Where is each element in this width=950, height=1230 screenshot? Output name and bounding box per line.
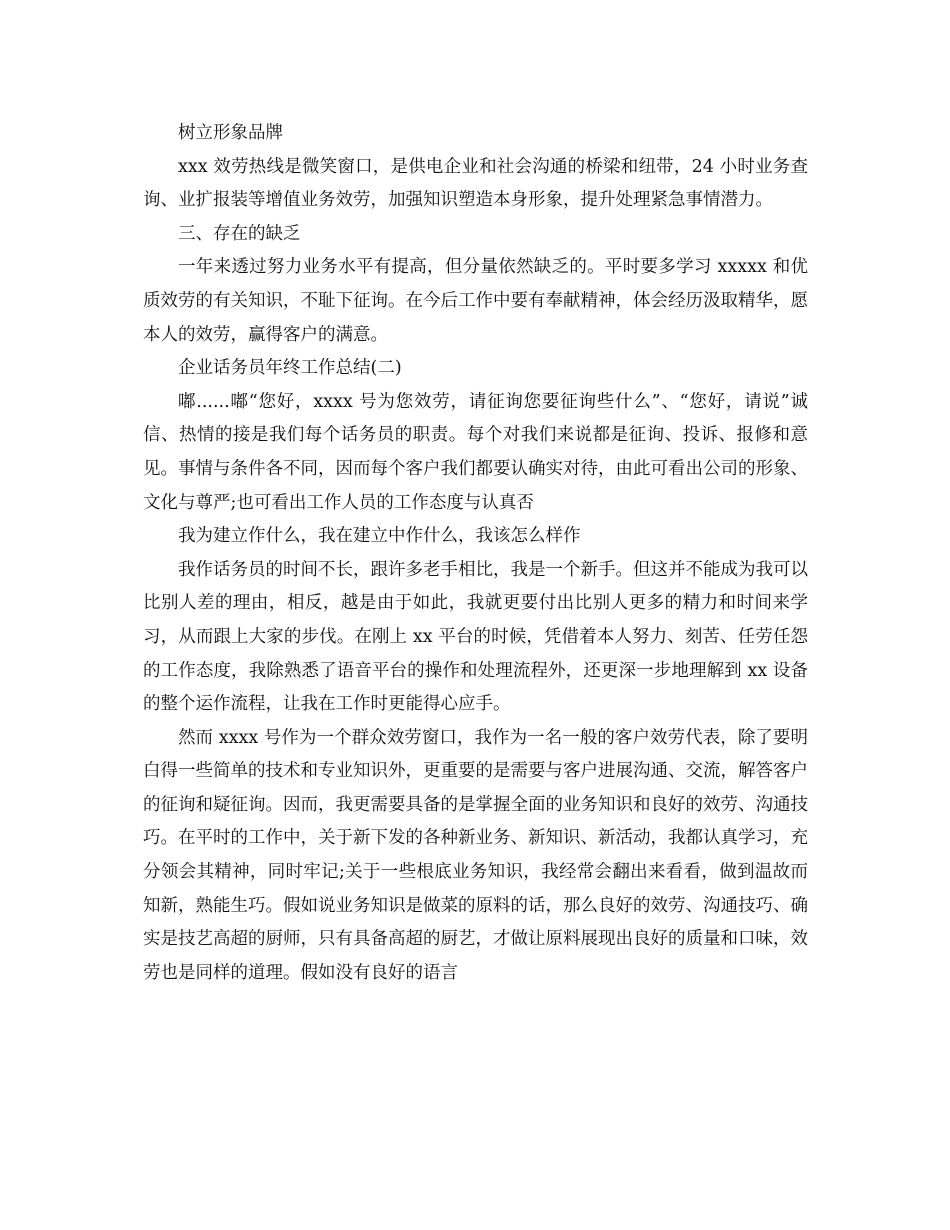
document-body (143, 117, 808, 990)
paragraph-question: 我为建立作什么，我在建立中作什么，我该怎么样作 (178, 526, 581, 547)
paragraph-greeting: 嘟......嘟“您好，xxxx 号为您效劳，请征询您要征询些什么”、“您好，请说”诚信、热情的接是我们每个话务员的职责。每个对我们来说都是征询、投诉、报修和意见。事情与条件各不同，因而每个客户我们都要认确实对待，由此可看出公司的形象、文化与尊严;也可看出工作人员的工作态度与认真否 (143, 391, 808, 513)
paragraph-shortcomings: 一年来透过努力业务水平有提高，但分量依然缺乏的。平时要多学习 xxxxx 和优质效劳的有关知识，不耻下征询。在今后工作中要有奉献精神，体会经历汲取精华，愿本人的效劳，赢得客户的满意。 (143, 257, 808, 345)
paragraph-hotline: xxx 效劳热线是微笑窗口，是供电企业和社会沟通的桥梁和纽带，24 小时业务查询、业扩报装等增值业务效劳，加强知识塑造本身形象，提升处理紧急事情潜力。 (143, 156, 808, 211)
section-heading-brand-image: 树立形象品牌 (178, 123, 283, 143)
paragraph-service-window: 然而 xxxx 号作为一个群众效劳窗口，我作为一名一般的客户效劳代表，除了要明白得一些简单的技术和专业知识外，更重要的是需要与客户进展沟通、交流，解答客户的征询和疑征询。因而，我更需要具备的是掌握全面的业务知识和良好的效劳、沟通技巧。在平时的工作中，关于新下发的各种新业务、新知识、新活动，我都认真学习，充分领会其精神，同时牢记;关于一些根底业务知识，我经常会翻出来看看，做到温故而知新，熟能生巧。假如说业务知识是做菜的原料的话，那么良好的效劳、沟通技巧、确实是技艺高超的厨师，只有具备高超的厨艺，才做让原料展现出良好的质量和口味，效劳也是同样的道理。假如没有良好的语言 (143, 727, 808, 983)
section-heading-shortcomings: 三、存在的缺乏 (178, 223, 301, 244)
paragraph-newcomer: 我作话务员的时间不长，跟许多老手相比，我是一个新手。但这并不能成为我可以比别人差的理由，相反，越是由于如此，我就更要付出比别人更多的精力和时间来学习，从而跟上大家的步伐。在刚上 xx 平台的时候，凭借着本人努力、刻苦、任劳任怨的工作态度，我除熟悉了语音平台的操作和处理流程外，还更深一步地理解到 xx 设备的整个运作流程，让我在工作时更能得心应手。 (143, 559, 808, 715)
document-subtitle: 企业话务员年终工作总结(二) (178, 358, 402, 379)
